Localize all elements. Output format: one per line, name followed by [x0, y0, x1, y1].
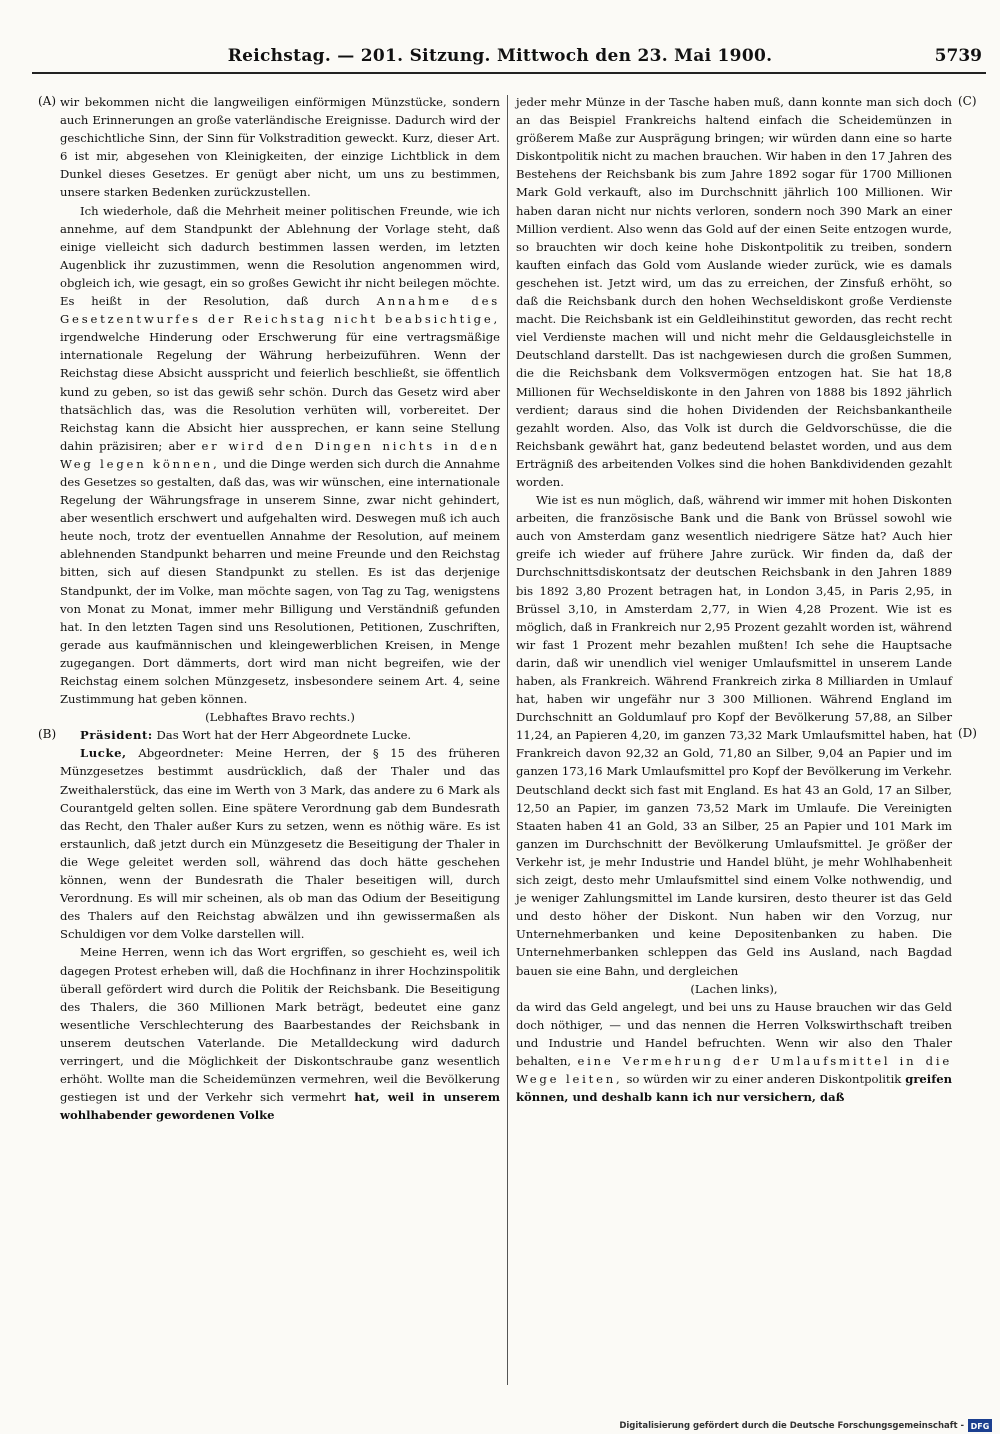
text-run: so würden wir zu einer anderen Diskontpolitik: [626, 1072, 902, 1087]
column-divider: [507, 95, 508, 1385]
text-run: da wird das Geld angelegt, und bei uns zu Hause brauchen wir das Geld doch nöthiger, — und das nennen die Herren Volkswirthschaft treiben und Industrie und Handel befruchten. Wenn wir also den Thaler behalten,: [516, 999, 952, 1068]
text-run: Ich wiederhole, daß die Mehrheit meiner politischen Freunde, wie ich annehme, auf dem Standpunkt der Ablehnung der Vorlage steht, daß einige vielleicht sich dadurch bestimmen lassen werden, im letzten Augenblick ihr zuzustimmen, wenn die Resolution angenommen wird, obgleich ich, wie gesagt, ein so großes Gewicht ihr nicht beilegen möchte. Es heißt in der Resolution, daß durch: [60, 203, 500, 309]
page-header: [0, 0, 1000, 80]
page-number: 5739: [934, 46, 982, 66]
spaced-text: er wird den Dingen nichts in den Weg legen können,: [60, 438, 500, 471]
paragraph: [516, 998, 952, 1107]
text-run: und die Dinge werden sich durch die Annahme des Gesetzes so gestalten, daß das, was wir wünschen, eine internationale Regelung der Währungsfrage in unserem Sinne, zwar nicht gehindert, aber wesentlich erschwert und aufgehalten wird. Deswegen muß ich auch heute noch, trotz der eventuellen Annahme der Resolution, auf meinem ablehnenden Standpunkt beharren und meine Freunde und den Reichstag bitten, sich auf diesen Standpunkt zu stellen. Es ist das derjenige Standpunkt, der im Volke, man möchte sagen, von Tag zu Tag, wenigstens von Monat zu Monat, immer mehr Billigung und Verständniß gefunden hat. In den letzten Tagen sind uns Resolutionen, Petitionen, Zuschriften, gerade aus kaufmännischen und kleingewerblichen Kreisen, in Menge zugegangen. Dort dämmerts, dort wird man nicht begreifen, wie der Reichstag einem solchen Münzgesetz, insbesondere seinem Art. 4, seine Zustimmung hat geben können.: [60, 456, 501, 707]
speaker-president: Präsident:: [80, 728, 153, 743]
margin-marker-d: (D): [958, 726, 977, 740]
text-run: Meine Herren, wenn ich das Wort ergriffen, so geschieht es, weil ich dagegen Protest erheben will, daß die Hochfinanz in ihrer Hochzinspolitik überall gefördert wird durch die Politik der Reichsbank. Die Beseitigung des Thalers, die 360 Millionen Mark beträgt, bedeutet eine ganz wesentliche Verschlechterung des Baarbestandes der Reichsbank in unserem deutschen Vaterlande. Die Metalldeckung wird dadurch verringert, und die Möglichkeit der Diskontschraube ganz wesentlich erhöht. Wollte man die Scheidemünzen vermehren, weil die Bevölkerung gestiegen ist und der Verkehr sich vermehrt: [60, 945, 500, 1105]
header-rule: [32, 72, 986, 74]
svg-text:DFG: DFG: [970, 1422, 990, 1431]
laughter-note: (Lachen links),: [690, 981, 778, 996]
text-run: Abgeordneter: Meine Herren, der § 15 des früheren Münzgesetzes bestimmt ausdrücklich, daß der Thaler und das Zweithalerstück, das eine im Werth von 3 Mark, das andere zu 6 Mark als Courantgeld gelten sollen. Eine spätere Verordnung gab dem Bundesrath das Recht, den Thaler außer Kurs zu setzen, wenn es nöthig wäre. Es ist erstaunlich, daß jetzt durch ein Münzgesetz die Beseitigung der Thaler in die Wege geleitet werden soll, während das doch hätte geschehen können, wenn der Bundesrath die Thaler beseitigen will, durch Verordnung. Es will mir scheinen, als ob man das Odium der Beseitigung des Thalers auf den Reichstag abwälzen und ihn gewissermaßen als Schuldigen vor dem Volke darstellen will.: [60, 746, 501, 942]
spaced-text: eine Vermehrung der Umlaufsmittel in die Wege leiten,: [516, 1053, 953, 1087]
paragraph: [60, 726, 500, 744]
bold-text: greifen können, und deshalb kann ich nur versichern, daß: [516, 1072, 953, 1105]
paragraph: jeder mehr Münze in der Tasche haben muß, dann konnte man sich doch an das Beispiel Frankreichs haltend einfach die Scheidemünzen in größerem Maße zur Ausprägung bringen; wir würden dann eine so harte Diskontpolitik nicht zu machen brauchen. Wir haben in den 17 Jahren des Bestehens der Reichsbank bis zum Jahre 1892 sogar für 1700 Millionen Mark Gold verkauft, also im Durchschnitt jährlich 100 Millionen. Wir haben daran nicht nur nichts verloren, sondern noch 390 Mark an einer Million verdient. Also wenn das Gold auf der einen Seite entzogen wurde, so brauchten wir doch keine hohe Diskontpolitik zu treiben, sondern kauften einfach das Gold vom Auslande wieder zurück, wie es damals geschehen ist. Jetzt wird, um das zu erreichen, der Zinsfuß erhöht, so daß die Reichsbank durch den hohen Wechseldiskont große Verdienste macht. Die Reichsbank ist ein Geldleihinstitut geworden, das recht recht viel Verdienste machen will und nicht mehr die Geldausgleichstelle in Deutschland darstellt. Das ist nachgewiesen durch die großen Summen, die die Reichsbank dem Volksvermögen entzogen hat. Sie hat 18,8 Millionen für Wechseldiskonte in den Jahren von 1888 bis 1892 jährlich verdient; daraus sind die hohen Dividenden der Reichsbankantheile gezahlt worden. Also, das Volk ist durch die Geldvorschüsse, die die Reichsbank gewährt hat, ganz bedeutend belastet worden, und aus dem Erträgniß des arbeitenden Volkes sind die hohen Bankdividenden gezahlt worden.: [516, 95, 952, 489]
paragraph: [60, 744, 500, 943]
bold-text: hat, weil in unserem wohlhabender gewordenen Volke: [60, 1090, 500, 1123]
paragraph: [60, 943, 500, 1124]
right-column: [516, 93, 952, 1106]
dfg-logo: [968, 1419, 992, 1432]
text-run: Das Wort hat der Herr Abgeordnete Lucke.: [156, 728, 412, 743]
margin-marker-c: (C): [958, 94, 977, 108]
spaced-text: Annahme des Gesetzentwurfes der Reichstag nicht beabsichtige,: [60, 294, 500, 327]
paragraph: Wie ist es nun möglich, daß, während wir immer mit hohen Diskonten arbeiten, die französische Bank und die Bank von Brüssel sowohl wie auch von Amsterdam ganz wesentlich niedrigere Sätze hat? Auch hier greife ich wieder auf frühere Jahre zurück. Wir finden da, daß der Durchschnittsdiskontsatz der deutschen Reichsbank in den Jahren 1889 bis 1892 3,80 Prozent betragen hat, in London 3,45, in Paris 2,95, in Brüssel 3,10, in Amsterdam 2,77, in Wien 4,28 Prozent. Wie ist es möglich, daß in Frankreich nur 2,95 Prozent gezahlt worden ist, während wir fast 1 Prozent mehr bezahlen mußten! Ich sehe die Hauptsache darin, daß wir unendlich viel weniger Umlaufsmittel in unserem Lande haben, als Frankreich. Während Frankreich zirka 8 Milliarden in Umlauf hat, haben wir ungefähr nur 3 300 Millionen. Während England im Durchschnitt an Goldumlauf pro Kopf der Bevölkerung 57,88, an Silber 11,24, an Papieren 4,20, im ganzen 73,32 Mark Umlaufsmittel haben, hat Frankreich davon 92,32 an Gold, 71,80 an Silber, 9,04 an Papier und im ganzen 173,16 Mark Umlaufsmittel pro Kopf der Bevölkerung im Verkehr. Deutschland deckt sich fast mit England. Es hat 43 an Gold, 17 an Silber, 12,50 an Papier, im ganzen 73,52 Mark im Umlaufe. Die Vereinigten Staaten haben 41 an Gold, 33 an Silber, 25 an Papier und 101 Mark im ganzen im Durchschnitt der Bevölkerung Umlaufsmittel. Je größer der Verkehr ist, je mehr Industrie und Handel blüht, je mehr Wohlhabenheit sich zeigt, desto mehr Umlaufsmittel sind einem Volke nothwendig, und je weniger Zahlungsmittel im Lande kursiren, desto theurer ist das Geld und desto höher der Diskont. Nun haben wir den Vorzug, nur Unternehmerbanken und keine Depositenbanken zu haben. Die Unternehmerbanken schleppen das Geld ins Ausland, nach Bagdad bauen sie eine Bahn, und dergleichen: [516, 493, 952, 978]
paragraph: [60, 202, 500, 709]
footer-credit: Digitalisierung gefördert durch die Deutsche Forschungsgemeinschaft -: [619, 1421, 964, 1431]
margin-marker-a: (A): [38, 94, 57, 108]
left-column: [60, 93, 500, 1124]
applause-note: (Lebhaftes Bravo rechts.): [205, 710, 355, 725]
text-run: irgendwelche Hinderung oder Erschwerung für eine vertragsmäßige internationale Regelung der Währung herbeizuführen. Wenn der Reichstag diese Absicht ausspricht und feierlich beschließt, sie öffentlich kund zu geben, so ist das gewiß sehr schön. Durch das Gesetz wird aber thatsächlich das, was die Resolution verhüten will, vorbereitet. Der Reichstag kann die Absicht hier aussprechen, er kann seine Stellung dahin präzisiren; aber: [60, 330, 500, 453]
margin-marker-b: (B): [38, 727, 57, 741]
running-title: Reichstag. — 201. Sitzung. Mittwoch den 23. Mai 1900.: [227, 46, 773, 66]
paragraph: wir bekommen nicht die langweiligen einförmigen Münzstücke, sondern auch Erinnerungen an große vaterländische Ereignisse. Dadurch wird der geschichtliche Sinn, der Sinn für Volkstradition geweckt. Kurz, dieser Art. 6 ist mir, abgesehen von Kleinigkeiten, der einzige Lichtblick in dem Dunkel dieses Gesetzes. Er genügt aber nicht, um uns zu bestimmen, unsere starken Bedenken zurückzustellen.: [60, 95, 500, 200]
speaker-lucke: Lucke,: [80, 746, 127, 761]
